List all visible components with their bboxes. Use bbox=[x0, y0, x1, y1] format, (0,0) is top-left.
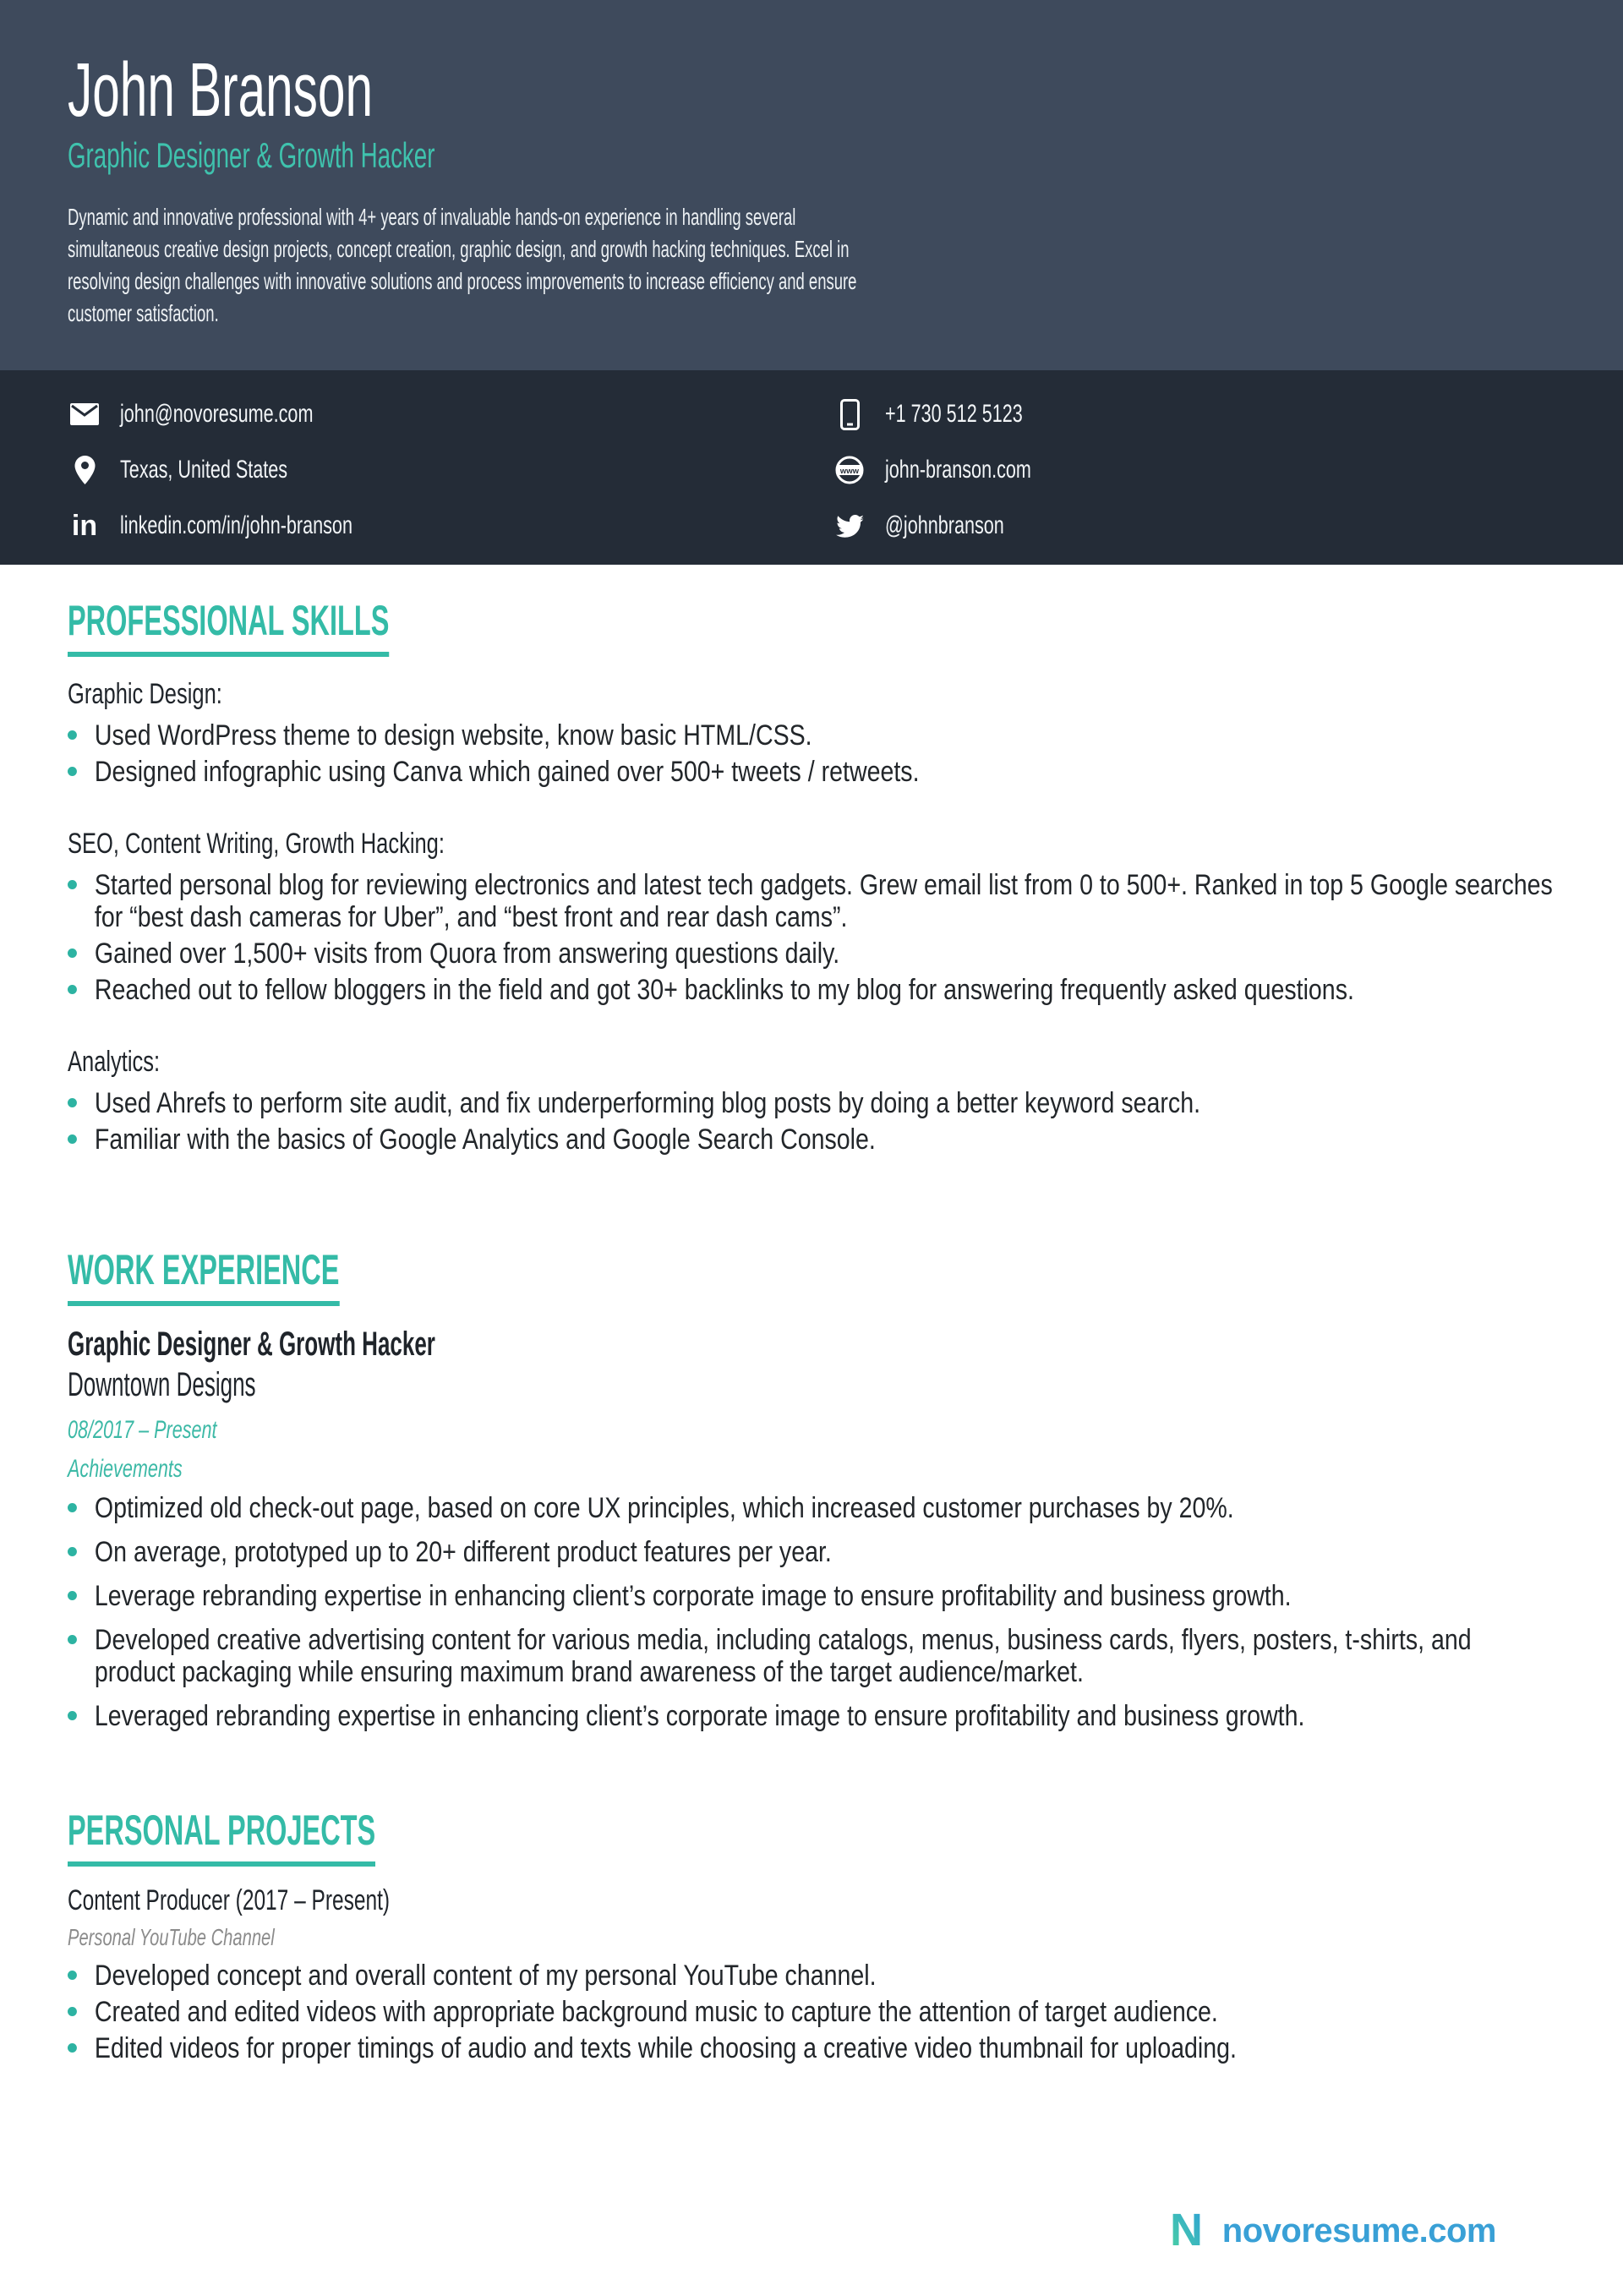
resume-body bbox=[0, 599, 1623, 2064]
list-item: On average, prototyped up to 20+ different product features per year. bbox=[68, 1536, 1555, 1568]
contact-bar bbox=[0, 370, 1623, 565]
list-item: Optimized old check-out page, based on core UX principles, which increased customer purchases by 20%. bbox=[68, 1492, 1555, 1524]
list-item: Reached out to fellow bloggers in the field and got 30+ backlinks to my blog for answering frequently asked questions. bbox=[68, 974, 1555, 1006]
list-item: Designed infographic using Canva which gained over 500+ tweets / retweets. bbox=[68, 756, 1555, 788]
contact-phone-value: +1 730 512 5123 bbox=[885, 400, 1023, 428]
summary-paragraph: Dynamic and innovative professional with 4+ years of invaluable hands-on experience in handling several simultaneous creative design projects, concept creation, graphic design, and growth hacking techniques. Excel in resolving design challenges with innovative solutions and process improvements to increase efficiency and ensure customer satisfaction. bbox=[68, 204, 857, 327]
list-item: Developed concept and overall content of my personal YouTube channel. bbox=[68, 1960, 1555, 1992]
map-pin-icon bbox=[68, 456, 101, 484]
twitter-bird-icon bbox=[833, 514, 866, 538]
envelope-icon bbox=[68, 403, 101, 425]
contact-twitter-value: @johnbranson bbox=[885, 511, 1004, 539]
mobile-phone-icon bbox=[833, 399, 866, 430]
footer-brand[interactable] bbox=[1170, 2206, 1496, 2257]
skill-group-graphic-design bbox=[68, 677, 1555, 788]
website-globe-icon bbox=[833, 455, 866, 485]
contact-linkedin[interactable] bbox=[68, 511, 833, 540]
skill-group-title: SEO, Content Writing, Growth Hacking: bbox=[68, 828, 445, 860]
list-item: Developed creative advertising content for various media, including catalogs, menus, business cards, flyers, posters, t-shirts, and product packaging while ensuring maximum brand awareness of the target audience/market. bbox=[68, 1624, 1555, 1688]
contact-phone[interactable] bbox=[833, 399, 1555, 430]
list-item: Familiar with the basics of Google Analytics and Google Search Console. bbox=[68, 1123, 1555, 1156]
contact-linkedin-value: linkedin.com/in/john-branson bbox=[120, 511, 352, 539]
contact-email[interactable] bbox=[68, 400, 833, 429]
list-item: Gained over 1,500+ visits from Quora from answering questions daily. bbox=[68, 938, 1555, 970]
contact-location[interactable] bbox=[68, 456, 833, 484]
contact-website[interactable] bbox=[833, 455, 1555, 485]
project-title: Content Producer (2017 – Present) bbox=[68, 1884, 391, 1916]
section-work-experience bbox=[68, 1246, 1555, 1732]
list-item: Used Ahrefs to perform site audit, and fix underperforming blog posts by doing a better keyword search. bbox=[68, 1087, 1555, 1119]
person-name: John Branson bbox=[68, 48, 374, 133]
employment-dates: 08/2017 – Present bbox=[68, 1416, 217, 1444]
section-heading-experience: WORK EXPERIENCE bbox=[68, 1249, 339, 1306]
list-item: Leverage rebranding expertise in enhancing client’s corporate image to ensure profitability and business growth. bbox=[68, 1580, 1555, 1612]
section-heading-skills: PROFESSIONAL SKILLS bbox=[68, 599, 389, 657]
contact-website-value: john-branson.com bbox=[885, 456, 1031, 484]
project-subtitle: Personal YouTube Channel bbox=[68, 1924, 275, 1950]
company-name: Downtown Designs bbox=[68, 1366, 256, 1403]
svg-text:www: www bbox=[839, 466, 860, 476]
svg-text:N: N bbox=[1169, 2206, 1203, 2253]
list-item: Created and edited videos with appropriate background music to capture the attention of target audience. bbox=[68, 1996, 1555, 2028]
skill-group-seo bbox=[68, 827, 1555, 1006]
list-item: Leveraged rebranding expertise in enhancing client’s corporate image to ensure profitability and business growth. bbox=[68, 1700, 1555, 1732]
linkedin-icon: in bbox=[71, 510, 98, 542]
contact-email-value: john@novoresume.com bbox=[120, 400, 314, 428]
list-item: Started personal blog for reviewing electronics and latest tech gadgets. Grew email list from 0 to 500+. Ranked in top 5 Google searches for “best dash cameras for Uber”, and “best front and rear dash cams”. bbox=[68, 869, 1555, 933]
list-item: Edited videos for proper timings of audio and texts while choosing a creative video thumbnail for uploading. bbox=[68, 2032, 1555, 2064]
contact-twitter[interactable] bbox=[833, 511, 1555, 540]
novoresume-logo-icon bbox=[1170, 2206, 1216, 2257]
person-job-title: Graphic Designer & Growth Hacker bbox=[68, 135, 435, 175]
achievements-label: Achievements bbox=[68, 1455, 183, 1483]
brand-text: novoresume.com bbox=[1221, 2212, 1496, 2250]
job-title: Graphic Designer & Growth Hacker bbox=[68, 1326, 435, 1363]
skill-group-title: Graphic Design: bbox=[68, 678, 222, 710]
list-item: Used WordPress theme to design website, know basic HTML/CSS. bbox=[68, 719, 1555, 752]
skill-group-analytics bbox=[68, 1045, 1555, 1156]
section-professional-skills bbox=[68, 599, 1555, 1156]
section-heading-projects: PERSONAL PROJECTS bbox=[68, 1809, 375, 1867]
section-personal-projects bbox=[68, 1809, 1555, 2064]
skill-group-title: Analytics: bbox=[68, 1046, 161, 1078]
contact-location-value: Texas, United States bbox=[120, 456, 288, 484]
header bbox=[0, 0, 1623, 370]
